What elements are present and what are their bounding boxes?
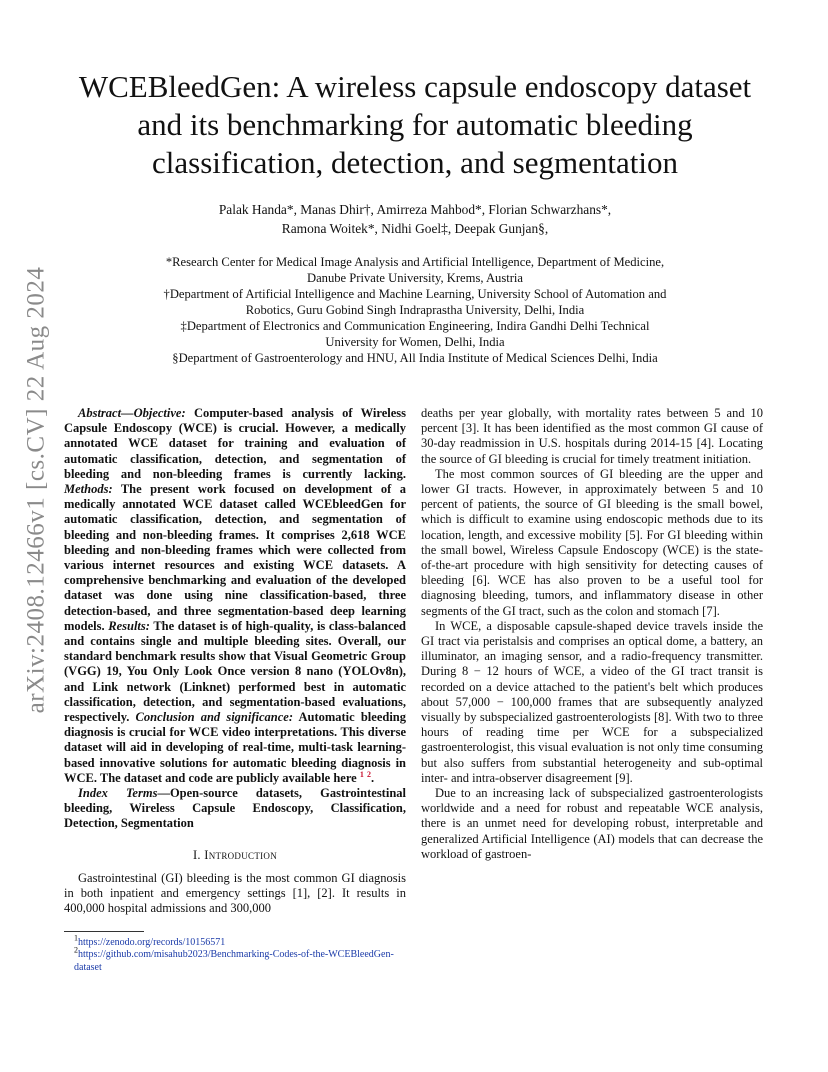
author-list bbox=[100, 200, 730, 238]
body-paragraph: In WCE, a disposable capsule-shaped device travels inside the GI tract via peristalsis and comprises an optical dome, a battery, an illuminator, an imaging sensor, and a radio-frequency transmitter. During 8 − 12 hours of WCE, a video of the GI tract transit is recorded on a device attached to the patient's belt which produces about 57,000 − 100,000 frames that are subsequently analyzed visually by subspecialized gastroenterologists [8]. With two to three hours of reading time per WCE for a subspecialized gastroenterologist, this visual evaluation is not only time consuming but also suffers from substantial heterogeneity and sub-optimal inter- and intra-observer disagreement [9]. bbox=[421, 618, 763, 785]
index-terms-label: Index Terms bbox=[78, 786, 158, 801]
arxiv-identifier-stamp bbox=[18, 266, 54, 714]
body-paragraph: deaths per year globally, with mortality rates between 5 and 10 percent [3]. It has been identified as the most common GI cause of 30-day readmission in U.S. hospitals during 2014-15 [4]. Locating the source of GI bleeding is crucial for timely treatment initiation. bbox=[421, 406, 763, 466]
footnote-2 bbox=[64, 945, 406, 974]
abstract-methods-text: The present work focused on development of a medically annotated WCE dataset called WCEbleedGen for automatic classification, detection, and segmentation of bleeding and non-bleeding frames. It comprises 2,618 WCE bleeding and non-bleeding frames which were collected from various internet resources and existing WCE datasets. A comprehensive benchmarking and evaluation of the developed dataset was done using nine classification-based, three detection-based, and three segmentation-based deep learning models. bbox=[64, 482, 406, 633]
footnote-num: 1 bbox=[74, 933, 78, 943]
footnote-link-2[interactable]: https://github.com/misahub2023/Benchmarking-Codes-of-the-WCEBleedGen-dataset bbox=[74, 949, 394, 973]
footnote-divider bbox=[64, 931, 144, 932]
footnote-ref-1[interactable]: 1 bbox=[359, 769, 364, 779]
abstract-objective-label: Objective: bbox=[133, 406, 186, 420]
affiliation-line: §Department of Gastroenterology and HNU, All India Institute of Medical Sciences Delhi, India bbox=[172, 351, 658, 365]
footnotes bbox=[64, 931, 406, 975]
abstract-methods-label: Methods: bbox=[64, 482, 113, 497]
abstract-lead: Abstract— bbox=[78, 406, 134, 420]
left-column bbox=[64, 406, 406, 974]
abstract-end: . bbox=[370, 770, 375, 785]
intro-paragraph-1: Gastrointestinal (GI) bleeding is the most common GI diagnosis in both inpatient and emergency settings [1], [2]. It results in 400,000 hospital admissions and 300,000 bbox=[64, 870, 406, 916]
paper-title: WCEBleedGen: A wireless capsule endoscopy dataset and its benchmarking for automatic bleeding classification, detection, and segmentation bbox=[78, 69, 752, 180]
affiliation-line: Danube Private University, Krems, Austria bbox=[306, 271, 524, 285]
affiliations bbox=[80, 254, 750, 366]
abstract bbox=[64, 406, 406, 786]
right-column bbox=[421, 406, 763, 862]
abstract-conclusion-text: Automatic bleeding diagnosis is crucial for WCE video interpretations. This diverse dataset will aid in developing of real-time, multi-task learning-based innovative solutions for automatic bleeding diagnosis in WCE. The dataset and code are publicly available here bbox=[64, 710, 406, 785]
footnote-ref-2[interactable]: 2 bbox=[366, 769, 371, 779]
body-paragraph: The most common sources of GI bleeding are the upper and lower GI tracts. However, in approximately between 5 and 10 percent of patients, the source of GI bleeding is the small bowel, which is difficult to examine using endoscopic methods due to its location, length, and excessive mobility [5]. For GI bleeding within the small bowel, Wireless Capsule Endoscopy (WCE) is the state-of-the-art procedure with high sensitivity for detecting causes of bleeding [6]. WCE has also proven to be a useful tool for diagnosing bleeding, tumors, and inflammatory disease in other segments of the GI tract, such as the colon and stomach [7]. bbox=[421, 466, 763, 618]
section-heading-introduction: I. Introduction bbox=[192, 847, 278, 862]
arxiv-id-text: arXiv:2408.12466v1 [cs.CV] 22 Aug 2024 bbox=[22, 266, 49, 714]
affiliation-line: *Research Center for Medical Image Analysis and Artificial Intelligence, Department of Medicine, bbox=[165, 255, 665, 269]
abstract-results-label: Results: bbox=[108, 618, 150, 633]
authors-line-2: Ramona Woitek*, Nidhi Goel‡, Deepak Gunjan§, bbox=[281, 221, 549, 236]
body-paragraph: Due to an increasing lack of subspecialized gastroenterologists worldwide and a need for robust and repeatable WCE analysis, there is an unmet need for developing robust, interpretable and generalized Artificial Intelligence (AI) models that can decrease the workload of gastroen- bbox=[421, 786, 763, 861]
authors-line-1: Palak Handa*, Manas Dhir†, Amirreza Mahbod*, Florian Schwarzhans*, bbox=[218, 202, 612, 217]
abstract-conclusion-label: Conclusion and significance: bbox=[135, 710, 293, 725]
footnote-1 bbox=[64, 933, 406, 950]
abstract-results-text: The dataset is of high-quality, is class-balanced and contains single and multiple bleeding sites. Overall, our standard benchmark results show that Visual Geometric Group (VGG) 19, You Only Look Once version 8 nano (YOLOv8n), and Link network (Linknet) performed best in automatic classification, detection, and segmentation-based evaluations, respectively. bbox=[64, 618, 406, 725]
index-terms-text: —Open-source datasets, Gastrointestinal bleeding, Wireless Capsule Endoscopy, Classification, Detection, Segmentation bbox=[64, 786, 406, 831]
affiliation-line: University for Women, Delhi, India bbox=[325, 335, 505, 349]
index-terms bbox=[64, 786, 406, 832]
abstract-objective-text: Computer-based analysis of Wireless Capsule Endoscopy (WCE) is crucial. However, a medically annotated WCE dataset for training and evaluation of automatic classification, detection, and segmentation of bleeding and non-bleeding frames is currently lacking. bbox=[64, 406, 406, 481]
affiliation-line: ‡Department of Electronics and Communication Engineering, Indira Gandhi Delhi Technical bbox=[180, 319, 650, 333]
footnote-link-1[interactable]: https://zenodo.org/records/10156571 bbox=[78, 936, 226, 948]
affiliation-line: Robotics, Guru Gobind Singh Indraprastha University, Delhi, India bbox=[245, 303, 585, 317]
footnote-num: 2 bbox=[74, 945, 78, 955]
affiliation-line: †Department of Artificial Intelligence and Machine Learning, University School of Automation and bbox=[163, 287, 667, 301]
